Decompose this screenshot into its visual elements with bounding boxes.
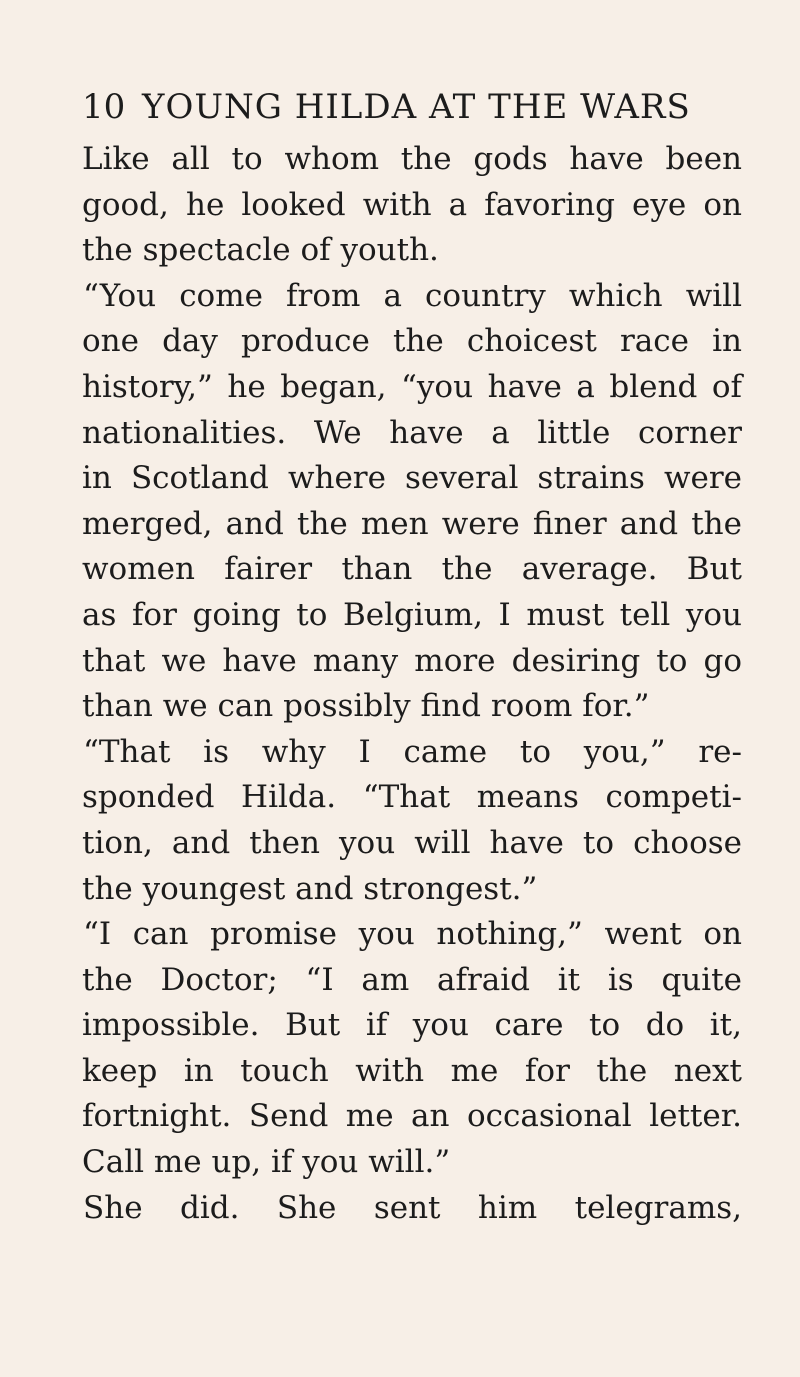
text-line: She did. She sent him telegrams, xyxy=(83,1189,742,1226)
page-number: 10 xyxy=(82,87,126,127)
text-line: keep in touch with me for the next xyxy=(82,1052,742,1089)
running-head: YOUNG HILDA AT THE WARS xyxy=(142,87,691,127)
text-line: sponded Hilda. “That means competi- xyxy=(82,779,742,816)
text-line: one day produce the choicest race in xyxy=(82,323,742,360)
text-line: the youngest and strongest.” xyxy=(82,870,538,907)
page-header xyxy=(0,0,800,140)
text-line: “That is why I came to you,” re- xyxy=(83,733,742,770)
text-line: Like all to whom the gods have been xyxy=(82,141,742,177)
text-line: “You come from a country which will xyxy=(83,277,742,314)
text-line: Call me up, if you will.” xyxy=(82,1144,451,1181)
text-line: the spectacle of youth. xyxy=(82,232,439,269)
text-line: the Doctor; “I am afraid it is quite xyxy=(82,961,742,998)
text-line: as for going to Belgium, I must tell you xyxy=(82,596,742,633)
text-line: women fairer than the average. But xyxy=(82,551,742,588)
text-line: than we can possibly find room for.” xyxy=(82,688,650,725)
body-text xyxy=(82,137,742,1231)
text-line: that we have many more desiring to go xyxy=(82,642,742,679)
text-line: nationalities. We have a little corner xyxy=(82,414,742,451)
text-line: fortnight. Send me an occasional letter. xyxy=(82,1098,742,1135)
text-line: tion, and then you will have to choose xyxy=(82,824,742,861)
text-line: “I can promise you nothing,” went on xyxy=(83,916,742,953)
text-line: in Scotland where several strains were xyxy=(82,460,742,497)
text-line: merged, and the men were finer and the xyxy=(82,505,742,542)
text-line: good, he looked with a favoring eye on xyxy=(82,186,742,223)
text-line: impossible. But if you care to do it, xyxy=(82,1007,742,1044)
text-line: history,” he began, “you have a blend of xyxy=(82,368,742,405)
